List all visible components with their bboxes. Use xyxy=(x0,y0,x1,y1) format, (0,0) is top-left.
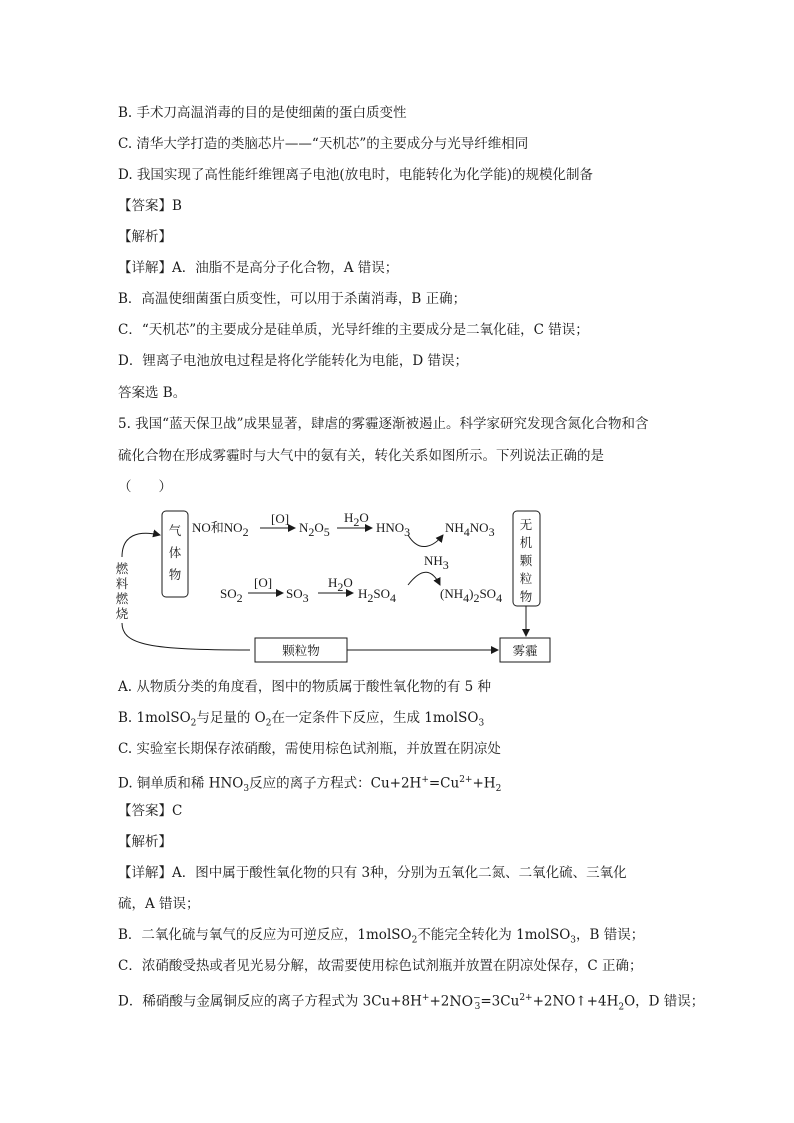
inorganic-label xyxy=(520,517,533,604)
vertical-char: 燃 xyxy=(115,591,129,606)
fuel-to-gas-arrow xyxy=(122,533,160,557)
vertical-char: 机 xyxy=(519,535,533,550)
q4-answer: 【答案】B xyxy=(118,198,182,214)
vertical-char: 粒 xyxy=(519,571,533,586)
q5-analysis-heading: 【解析】 xyxy=(118,834,172,850)
h2so4: H2SO4 xyxy=(358,586,397,605)
nh3-label: NH3 xyxy=(424,553,449,572)
fuel-curve xyxy=(122,623,250,650)
fuel-combustion-label xyxy=(116,561,129,621)
q4-detail-a: 【详解】A．油脂不是高分子化合物，A 错误； xyxy=(118,260,399,276)
nh4no3: NH4NO3 xyxy=(445,520,495,539)
q4-analysis-heading: 【解析】 xyxy=(118,229,172,245)
vertical-char: 烧 xyxy=(115,606,129,621)
q5-option-c: C. 实验室长期保存浓硝酸，需使用棕色试剂瓶，并放置在阴凉处 xyxy=(118,741,501,757)
particle-box-label: 颗粒物 xyxy=(282,643,320,658)
q4-detail-c: C．“天机芯”的主要成分是硅单质，光导纤维的主要成分是二氧化硅，C 错误； xyxy=(118,322,589,338)
so2: SO2 xyxy=(220,586,243,605)
hno3: HNO3 xyxy=(376,520,411,539)
q4-conclusion: 答案选 B。 xyxy=(118,385,187,401)
water-label-1: H2O xyxy=(344,510,369,529)
oxidant-label-2: [O] xyxy=(254,575,273,590)
nh4-2-so4: (NH4)2SO4 xyxy=(440,586,503,605)
q5-option-b: B. 1molSO$_2$与足量的 $O_2$在一定条件下反应，生成 1molSO$_3$ xyxy=(118,710,485,729)
q4-option-c: C. 清华大学打造的类脑芯片——“天机芯”的主要成分与光导纤维相同 xyxy=(118,136,529,152)
so3: SO3 xyxy=(286,586,309,605)
q5-stem-line-2: 硫化合物在形成雾霾时与大气中的氨有关，转化关系如图所示。下列说法正确的是 xyxy=(118,448,604,464)
q4-detail-b: B．高温使细菌蛋白质变性，可以用于杀菌消毒，B 正确； xyxy=(118,291,467,307)
vertical-char: 料 xyxy=(115,576,129,591)
oxidant-label-1: [O] xyxy=(271,511,290,526)
vertical-char: 物 xyxy=(519,589,533,604)
vertical-char: 燃 xyxy=(115,561,129,576)
vertical-char: 无 xyxy=(519,517,533,532)
q5-option-d: D. 铜单质和稀 $HNO_3$反应的离子方程式：$Cu+2H^+=Cu^{2+}+H_2$ xyxy=(118,775,502,795)
q5-detail-c: C．浓硝酸受热或者见光易分解，故需要使用棕色试剂瓶并放置在阴凉处保存，C 正确； xyxy=(118,958,643,974)
vertical-char: 颗 xyxy=(519,553,533,568)
water-label-2: H2O xyxy=(328,575,353,594)
q5-detail-d: D．稀硝酸与金属铜反应的离子方程式为 $3Cu+8H^++2NO^-_3=3Cu^{2+}+2NO↑+4H_2O$，D 错误； xyxy=(118,993,705,1013)
q5-detail-a-line-1: 【详解】A．图中属于酸性氧化物的只有 3种，分别为五氧化二氮、二氧化硫、三氧化 xyxy=(118,865,627,881)
vertical-char: 气 xyxy=(168,523,182,538)
q5-stem-line-3: （ ） xyxy=(118,479,172,495)
n2o5: N2O5 xyxy=(299,520,330,539)
arrow-hno3-to-nh4no3 xyxy=(408,535,443,547)
q5-detail-a-line-2: 硫，A 错误； xyxy=(118,896,200,912)
nitrate-ion: $NO^-_3$ xyxy=(449,993,481,1013)
q5-detail-b: B．二氧化硫与氧气的反应为可逆反应，1molSO$_2$不能完全转化为 1molSO$_3$，B 错误； xyxy=(118,927,645,946)
q4-option-d: D. 我国实现了高性能纤维锂离子电池(放电时，电能转化为化学能)的规模化制备 xyxy=(118,167,593,183)
q5-option-a: A. 从物质分类的角度看，图中的物质属于酸性氧化物的有 5 种 xyxy=(118,679,492,695)
vertical-char: 体 xyxy=(168,545,182,560)
conversion-diagram xyxy=(110,505,560,670)
q4-option-b: B. 手术刀高温消毒的目的是使细菌的蛋白质变性 xyxy=(118,105,407,121)
vertical-char: 物 xyxy=(168,567,182,582)
q5-stem-line-1: 5. 我国“蓝天保卫战”成果显著，肆虐的雾霾逐渐被遏止。科学家研究发现含氮化合物和含 xyxy=(118,416,649,432)
no-and-no2: NO和NO2 xyxy=(192,520,249,539)
q4-detail-d: D．锂离子电池放电过程是将化学能转化为电能，D 错误； xyxy=(118,353,468,369)
q5-answer: 【答案】C xyxy=(118,803,183,819)
haze-box-label: 雾霾 xyxy=(512,643,538,658)
arrow-h2so4-to-nh4so4 xyxy=(408,572,440,585)
gas-label xyxy=(169,523,182,582)
